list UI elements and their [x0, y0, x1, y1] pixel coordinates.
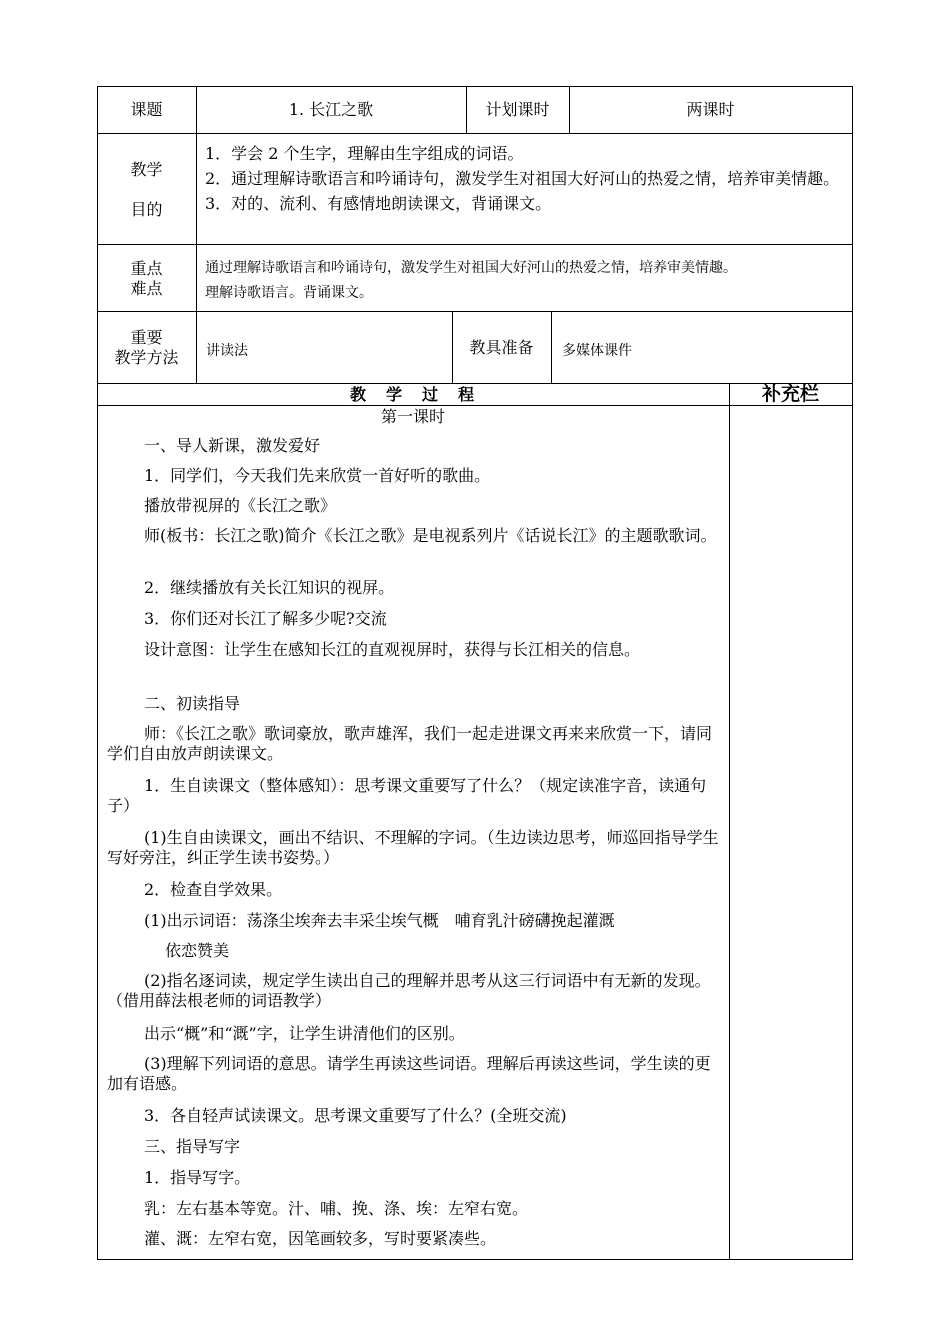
paragraph: 播放带视屏的《长江之歌》 — [144, 496, 337, 515]
paragraph: 3．你们还对长江了解多少呢?交流 — [144, 609, 387, 628]
objective-item: 2．通过理解诗歌语言和吟诵诗句，激发学生对祖国大好河山的热爱之情，培养审美情趣。 — [205, 169, 840, 188]
focus-label-2: 难点 — [130, 279, 163, 298]
paragraph: 2．检查自学效果。 — [144, 880, 283, 899]
supplement-label: 补充栏 — [761, 383, 819, 405]
objectives-label-1: 教学 — [130, 160, 163, 179]
paragraph: 出示“概”和“溉”字，让学生讲清他们的区别。 — [144, 1024, 465, 1043]
paragraph: 乳：左右基本等宽。汁、哺、挽、涤、埃：左窄右宽。 — [144, 1199, 529, 1218]
tools-value: 多媒体课件 — [562, 343, 632, 359]
process-title: 教 学 过 程 — [349, 385, 476, 404]
paragraph: 2．继续播放有关长江知识的视屏。 — [144, 578, 395, 597]
paragraph: 3．各自轻声试读课文。思考课文重要写了什么？(全班交流) — [144, 1106, 567, 1125]
focus-line-1: 通过理解诗歌语言和吟诵诗句，激发学生对祖国大好河山的热爱之情，培养审美情趣。 — [205, 260, 737, 276]
plan-value: 两课时 — [686, 100, 735, 119]
paragraph: 依恋赞美 — [165, 941, 230, 960]
paragraph: (3)理解下列词语的意思。请学生再读这些词语。理解后再读这些词，学生读的更加有语感。 — [107, 1054, 711, 1093]
paragraph: 师：《长江之歌》歌词豪放，歌声雄浑，我们一起走进课文再来来欣赏一下，请同学们自由放声朗读课文。 — [107, 724, 713, 763]
objectives-list — [205, 144, 845, 213]
focus-label-1: 重点 — [130, 259, 163, 278]
lesson-title: 第一课时 — [380, 407, 445, 426]
objectives-label-2: 目的 — [130, 200, 163, 219]
paragraph: (1)生自由读课文，画出不结识、不理解的字词。（生边读边思考，师巡回指导学生写好旁注，纠正学生读书姿势。） — [107, 828, 719, 867]
paragraph: 1．同学们，今天我们先来欣赏一首好听的歌曲。 — [144, 466, 491, 485]
paragraph: 三、指导写字 — [144, 1137, 241, 1156]
paragraph: 1．指导写字。 — [144, 1168, 251, 1187]
plan-label: 计划课时 — [485, 100, 550, 119]
objective-item: 1．学会 2 个生字，理解由生字组成的词语。 — [205, 144, 524, 163]
paragraph: 一、导人新课，激发爱好 — [144, 436, 321, 455]
objective-item: 3．对的、流利、有感情地朗读课文，背诵课文。 — [205, 194, 552, 213]
topic-label: 课题 — [130, 100, 163, 119]
paragraph: 设计意图：让学生在感知长江的直观视屏时，获得与长江相关的信息。 — [144, 640, 641, 659]
paragraph: (2)指名逐词读，规定学生读出自己的理解并思考从这三行词语中有无新的发现。（借用薛法根老师的词语教学） — [107, 971, 711, 1010]
paragraph: 灌、溉：左窄右宽，因笔画较多，写时要紧凑些。 — [144, 1229, 497, 1248]
tools-label: 教具准备 — [469, 338, 534, 357]
method-label-2: 教学方法 — [114, 348, 179, 367]
paragraph: (1)出示词语：荡涤尘埃奔去丰采尘埃气概 哺育乳汁磅礴挽起灌溉 — [144, 911, 615, 930]
paragraph: 1．生自读课文（整体感知）：思考课文重要写了什么？（规定读准字音，读通句子） — [107, 776, 707, 815]
focus-line-2: 理解诗歌语言。背诵课文。 — [205, 285, 373, 301]
topic-value: 1. 长江之歌 — [288, 100, 374, 119]
paragraph: 师(板书：长江之歌)简介《长江之歌》是电视系列片《话说长江》的主题歌歌词。 — [144, 526, 717, 545]
method-label-1: 重要 — [130, 328, 163, 347]
method-value: 讲读法 — [206, 343, 248, 359]
paragraph: 二、初读指导 — [144, 694, 241, 713]
